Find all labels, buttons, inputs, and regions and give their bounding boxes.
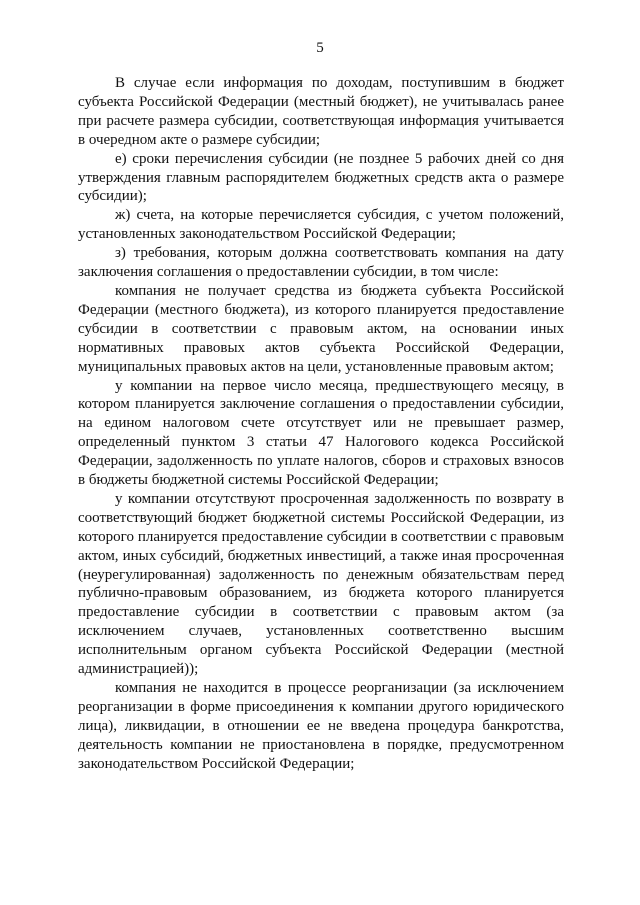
paragraph-no-budget-funds: компания не получает средства из бюджета субъекта Российской Федерации (местного бюджета), из которого планируется предоставление субсидии в соответствии с правовым актом, на основании иных нормативных правовых актов субъекта Российской Федерации, муниципальных правовых актов на цели, установленные правовым актом;	[78, 282, 564, 375]
page-number: 5	[316, 40, 324, 56]
document-body	[78, 74, 564, 774]
paragraph-overdue-debt: у компании отсутствуют просроченная задолженность по возврату в соответствующий бюджет бюджетной системы Российской Федерации, из которого планируется предоставление субсидии в соответствии с правовым актом, иных субсидий, бюджетных инвестиций, а также иная просроченная (неурегулированная) задолженность по денежным обязательствам перед публично-правовым образованием, из бюджета которого планируется предоставление субсидии в соответствии с правовым актом (за исключением случаев, установленных соответственно высшим исполнительным органом субъекта Российской Федерации (местной администрацией));	[78, 490, 564, 678]
paragraph-reorganization: компания не находится в процессе реорганизации (за исключением реорганизации в форме присоединения к компании другого юридического лица), ликвидации, в отношении ее не введена процедура банкротства, деятельность компании не приостановлена в порядке, предусмотренном законодательством Российской Федерации;	[78, 680, 564, 772]
paragraph-item-z: з) требования, которым должна соответствовать компания на дату заключения соглашения о предоставлении субсидии, в том числе:	[78, 245, 564, 281]
paragraph-item-e: е) сроки перечисления субсидии (не позднее 5 рабочих дней со дня утверждения главным распорядителем бюджетных средств акта о размере субсидии);	[78, 150, 564, 205]
paragraph-income-info: В случае если информация по доходам, поступившим в бюджет субъекта Российской Федерации (местный бюджет), не учитывалась ранее при расчете размера субсидии, соответствующая информация учитывается в очередном акте о размере субсидии;	[78, 75, 564, 148]
paragraph-item-zh: ж) счета, на которые перечисляется субсидия, с учетом положений, установленных законодательством Российской Федерации;	[78, 207, 564, 243]
paragraph-tax-debt: у компании на первое число месяца, предшествующего месяцу, в котором планируется заключение соглашения о предоставлении субсидии, на едином налоговом счете отсутствует или не превышает размер, определенный пунктом 3 статьи 47 Налогового кодекса Российской Федерации, задолженность по уплате налогов, сборов и страховых взносов в бюджеты бюджетной системы Российской Федерации;	[78, 377, 564, 489]
